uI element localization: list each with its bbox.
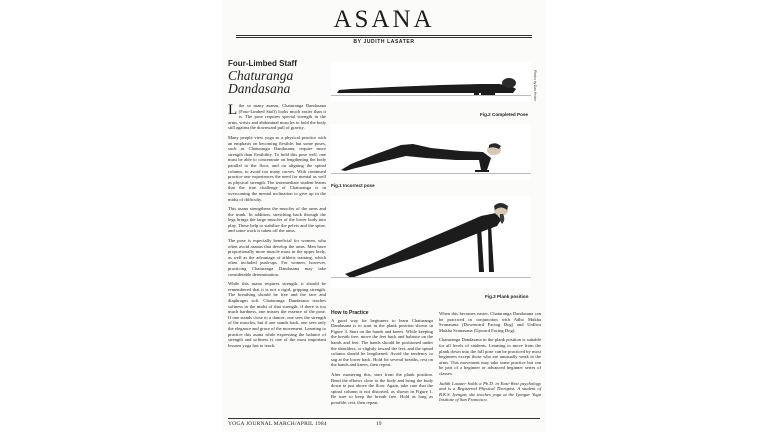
paragraph: When this becomes easier, Chaturanga Dandasana can be practiced in conjunction with Adho Mukha Svanasana (Downward Facing Dog) and Urdhva Mukha Svanasana (Upward Facing Dog). (439, 311, 541, 333)
article-title-line2: Dandasana (228, 81, 291, 96)
magazine-page (222, 0, 546, 432)
figure-incorrect-pose (331, 124, 531, 180)
body-column-1 (228, 103, 326, 352)
section-label: Four-Limbed Staff (228, 59, 297, 68)
intro-text: ike so many asanas, Chaturanga Dandasana (Four-Limbed Staff) looks much easier than it is. The pose requires special strength in the arms, wrists and abdominal muscles to hold the body still against the downward pull of gravity. (228, 103, 326, 131)
footer-journal: YOGA JOURNAL MARCH/APRIL 1984 (228, 421, 327, 427)
masthead-title: ASANA (333, 6, 435, 33)
how-to-practice-heading: How to Practice (331, 310, 369, 316)
body-column-3 (439, 311, 541, 407)
author-bio: Judith Lasater holds a Ph.D. in East-West psychology and is a Registered Physical Therapist. A student of B.K.S. Iyengar, she teaches yoga at the Iyengar Yoga Institute of San Francisco. (439, 380, 541, 403)
figure-1-caption: Fig.1 Incorrect pose (331, 183, 375, 188)
paragraph: This asana strengthens the muscles of the arms and the trunk. In addition, stretching back through the legs brings the large muscles of the lower body into play. These help to stabilize the pelvis and the spine, and some work is taken off the arms. (228, 206, 326, 234)
photo-credit: Photos by Dan Heiser (533, 70, 537, 102)
masthead-rule-bottom (236, 37, 532, 38)
article-title-line1: Chaturanga (228, 68, 294, 83)
page-number: 19 (376, 421, 382, 427)
article-title (228, 69, 326, 95)
paragraph: While this asana requires strength, it should be remembered that it is not a rigid, gripping strength. The breathing should be free and the face and diaphragm soft. Chaturanga Dandasana teaches softness in the midst of that strength; if there is too much hardness, one misses the essence of the pose. If one stands close to a dancer, one sees the strength of the muscles, but if one stands back, one sees only the elegance and grace of the movement. Learning to practice this asana while expressing the balance of strength and softness is one of the most important lessons yoga has to teach. (228, 281, 326, 348)
paragraph: The pose is especially beneficial for women, who often avoid asanas that develop the arms. Men have proportionally more muscle mass in the upper body, as well as the advantage of athletic training, which often included push-ups. For women, however, practicing Chaturanga Dandasana may take considerable determination. (228, 238, 326, 277)
figure-2-caption: Fig.2 Completed Pose (480, 112, 528, 117)
paragraph: A good way for beginners to learn Chaturanga Dandasana is to start in the plank position shown in Figure 3. Start on the hands and knees. While keeping the breath free, move the feet back and balance on the hands and feet. The hands should be positioned under the shoulders, or slightly toward the feet, and the spinal column should be lengthened. Avoid the tendency to sag at the lower back. Hold for several breaths, rest on the hands and knees, then repeat. (331, 317, 433, 368)
intro-paragraph (228, 103, 326, 131)
paragraph: After mastering this, start from the plank position. Bend the elbows close to the body and bring the body down to just above the floor. Again, take care that the spinal column is not distorted, as shown in Figure 1. Be sure to keep the breath free. Hold as long as possible, rest, then repeat. (331, 371, 433, 405)
paragraph: Many people view yoga as a physical practice with an emphasis on becoming flexible, but some poses, such as Chaturanga Dandasana, require more strength than flexibility. To hold this pose well, one must be able to concentrate on lengthening the body parallel to the floor, and on aligning the spinal column, to avoid too many curves. With continued practice one experiences the need for mental as well as physical strength. The intermediate student learns that the true challenge of Chaturanga is in overcoming the mental inclination to give up in the midst of difficulty. (228, 134, 326, 202)
masthead-rule-top (236, 35, 532, 36)
figure-3-caption: Fig.3 Plank position (485, 294, 529, 299)
paragraph: Chaturanga Dandasana in the plank position is suitable for all levels of students. Learning to move from the plank down into the full pose can be practiced by most beginners except those who are unusually weak in the arms. This movement may take some practice but can be part of a beginner or advanced beginner series of classes. (439, 337, 541, 376)
byline: BY JUDITH LASATER (353, 39, 415, 45)
drop-cap: L (228, 101, 238, 118)
footer-rule (228, 418, 540, 419)
figure-completed-pose (331, 62, 531, 102)
body-column-2 (331, 311, 433, 410)
figure-plank-position (331, 196, 531, 288)
